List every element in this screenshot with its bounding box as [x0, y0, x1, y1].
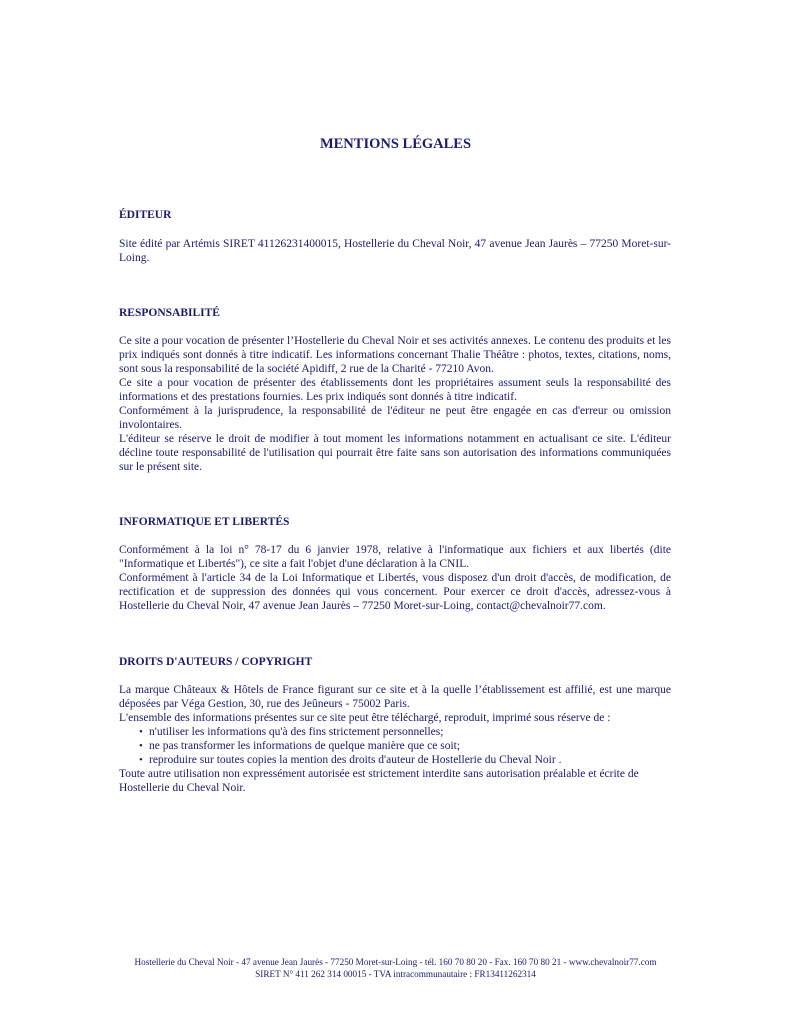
footer-siret: SIRET N° 411 262 314 00015 - TVA intracommunautaire : FR13411262314 — [255, 968, 536, 979]
editeur-section — [119, 237, 671, 265]
responsabilite-paragraph-1: Ce site a pour vocation de présenter l’Hostellerie du Cheval Noir et ses activités annexes. Le contenu des produits et les prix indiqués sont donnés à titre indicatif. Les informations concernant Thalie Théâtre : photos, textes, citations, noms, sont sous la responsabilité de la société Apidiff, 2 rue de la Charité - 77210 Avon. — [119, 335, 671, 375]
bullet-icon: • — [139, 740, 143, 752]
responsabilite-paragraph-2: Ce site a pour vocation de présenter des établissements dont les propriétaires assument seuls la responsabilité des informations et des prestations fournies. Les prix indiqués sont donnés à titre indicatif. — [119, 377, 671, 403]
informatique-section — [119, 543, 671, 613]
editeur-text: Site édité par Artémis SIRET 41126231400015, Hostellerie du Cheval Noir, 47 avenue Jean Jaurès – 77250 Moret-sur-Loing. — [119, 238, 671, 264]
page-title: MENTIONS LÉGALES — [319, 136, 472, 152]
responsabilite-section — [119, 334, 671, 474]
editeur-heading: ÉDITEUR — [119, 209, 172, 221]
responsabilite-paragraph-3: Conformément à la jurisprudence, la responsabilité de l'éditeur ne peut être engagée en cas d'erreur ou omission involontaires. — [119, 405, 671, 431]
droits-paragraph-2: L'ensemble des informations présentes sur ce site peut être téléchargé, reproduit, imprimé sous réserve de : — [119, 712, 611, 724]
list-item — [119, 753, 671, 767]
footer — [0, 957, 791, 980]
list-item-text: ne pas transformer les informations de quelque manière que ce soit; — [149, 740, 461, 752]
droits-heading: DROITS D'AUTEURS / COPYRIGHT — [119, 656, 313, 668]
footer-address: Hostellerie du Cheval Noir - 47 avenue Jean Jaurès - 77250 Moret-sur-Loing - tél. 160 70 80 20 - Fax. 160 70 80 21 - www.chevalnoir77.com — [134, 957, 657, 967]
bullet-icon: • — [139, 754, 143, 766]
informatique-paragraph-2: Conformément à l'article 34 de la Loi Informatique et Libertés, vous disposez d'un droit d'accès, de modification, de rectification et de suppression des données qui vous concernent. Pour exercer ce droit d'accès, adressez-vous à Hostellerie du Cheval Noir, 47 avenue Jean Jaurès – 77250 Moret-sur-Loing, contact@chevalnoir77.com. — [119, 572, 671, 612]
informatique-paragraph-1: Conformément à la loi n° 78-17 du 6 janvier 1978, relative à l'informatique aux fichiers et aux libertés (dite "Informatique et Libertés"), ce site a fait l'objet d'une déclaration à la CNIL. — [119, 544, 671, 570]
informatique-heading: INFORMATIQUE ET LIBERTÉS — [119, 516, 290, 528]
list-item — [119, 739, 671, 753]
list-item — [119, 725, 671, 739]
responsabilite-paragraph-4: L'éditeur se réserve le droit de modifier à tout moment les informations notamment en actualisant ce site. L'éditeur décline toute responsabilité de l'utilisation qui pourrait être faite sans son autorisation des informations communiquées sur le présent site. — [119, 433, 671, 473]
droits-paragraph-1: La marque Châteaux & Hôtels de France figurant sur ce site et à la quelle l’établissement est affilié, est une marque déposées par Véga Gestion, 30, rue des Jeûneurs - 75002 Paris. — [119, 684, 671, 710]
list-item-text: n'utiliser les informations qu'à des fins strictement personnelles; — [149, 726, 444, 738]
responsabilite-heading: RESPONSABILITÉ — [119, 307, 220, 319]
list-item-text: reproduire sur toutes copies la mention des droits d'auteur de Hostellerie du Cheval Noir . — [149, 754, 562, 766]
droits-section — [119, 683, 671, 795]
droits-paragraph-3: Toute autre utilisation non expressément autorisée est strictement interdite sans autorisation préalable et écrite de Hostellerie du Cheval Noir. — [119, 768, 639, 794]
bullet-icon: • — [139, 726, 143, 738]
